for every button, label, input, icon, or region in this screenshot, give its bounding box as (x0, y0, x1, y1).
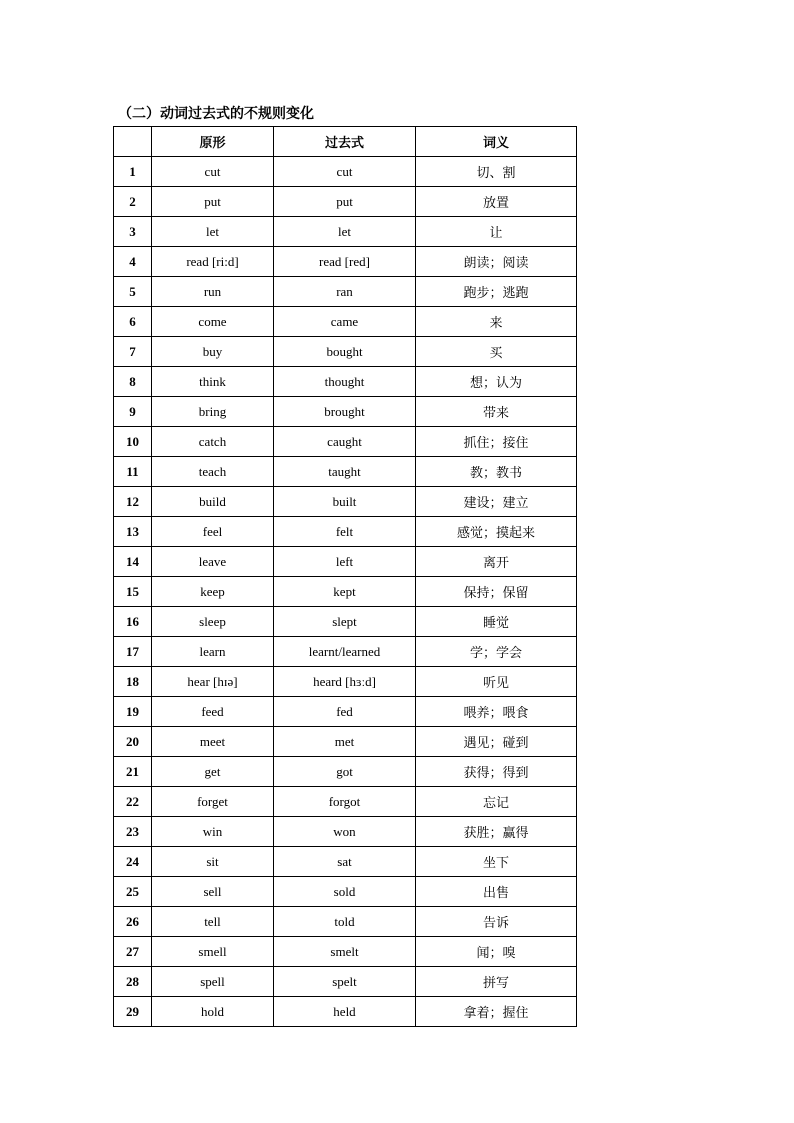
base-form-cell: build (152, 487, 274, 517)
past-tense-cell: held (274, 997, 416, 1027)
row-number: 12 (114, 487, 152, 517)
table-row (114, 667, 577, 697)
base-form-cell: spell (152, 967, 274, 997)
row-number: 9 (114, 397, 152, 427)
row-number: 17 (114, 637, 152, 667)
past-tense-cell: met (274, 727, 416, 757)
meaning-cell: 听见 (416, 667, 577, 697)
meaning-cell: 带来 (416, 397, 577, 427)
row-number: 16 (114, 607, 152, 637)
base-form-cell: hold (152, 997, 274, 1027)
meaning-cell: 喂养；喂食 (416, 697, 577, 727)
meaning-cell: 想；认为 (416, 367, 577, 397)
table-row (114, 787, 577, 817)
meaning-cell: 忘记 (416, 787, 577, 817)
past-tense-cell: taught (274, 457, 416, 487)
base-form-cell: run (152, 277, 274, 307)
base-form-cell: catch (152, 427, 274, 457)
base-form-cell: think (152, 367, 274, 397)
meaning-cell: 切、割 (416, 157, 577, 187)
base-form-cell: feed (152, 697, 274, 727)
table-row (114, 907, 577, 937)
header-past-tense: 过去式 (274, 127, 416, 157)
base-form-cell: sit (152, 847, 274, 877)
row-number: 1 (114, 157, 152, 187)
meaning-cell: 出售 (416, 877, 577, 907)
row-number: 24 (114, 847, 152, 877)
meaning-cell: 拼写 (416, 967, 577, 997)
meaning-cell: 学；学会 (416, 637, 577, 667)
base-form-cell: forget (152, 787, 274, 817)
past-tense-cell: fed (274, 697, 416, 727)
table-row (114, 847, 577, 877)
row-number: 6 (114, 307, 152, 337)
past-tense-cell: felt (274, 517, 416, 547)
base-form-cell: learn (152, 637, 274, 667)
meaning-cell: 买 (416, 337, 577, 367)
row-number: 29 (114, 997, 152, 1027)
table-row (114, 697, 577, 727)
table-row (114, 997, 577, 1027)
row-number: 20 (114, 727, 152, 757)
base-form-cell: buy (152, 337, 274, 367)
row-number: 18 (114, 667, 152, 697)
past-tense-cell: put (274, 187, 416, 217)
table-row (114, 457, 577, 487)
base-form-cell: teach (152, 457, 274, 487)
row-number: 28 (114, 967, 152, 997)
past-tense-cell: spelt (274, 967, 416, 997)
table-row (114, 577, 577, 607)
past-tense-cell: heard [hɜːd] (274, 667, 416, 697)
past-tense-cell: learnt/learned (274, 637, 416, 667)
meaning-cell: 遇见；碰到 (416, 727, 577, 757)
base-form-cell: read [ri:d] (152, 247, 274, 277)
base-form-cell: cut (152, 157, 274, 187)
meaning-cell: 跑步；逃跑 (416, 277, 577, 307)
row-number: 26 (114, 907, 152, 937)
irregular-verbs-table (113, 126, 577, 1027)
row-number: 23 (114, 817, 152, 847)
row-number: 25 (114, 877, 152, 907)
meaning-cell: 睡觉 (416, 607, 577, 637)
base-form-cell: win (152, 817, 274, 847)
past-tense-cell: let (274, 217, 416, 247)
past-tense-cell: read [red] (274, 247, 416, 277)
meaning-cell: 抓住；接住 (416, 427, 577, 457)
base-form-cell: hear [hɪə] (152, 667, 274, 697)
meaning-cell: 放置 (416, 187, 577, 217)
base-form-cell: smell (152, 937, 274, 967)
past-tense-cell: got (274, 757, 416, 787)
meaning-cell: 保持；保留 (416, 577, 577, 607)
table-row (114, 637, 577, 667)
meaning-cell: 感觉；摸起来 (416, 517, 577, 547)
table-row (114, 337, 577, 367)
table-row (114, 217, 577, 247)
row-number: 7 (114, 337, 152, 367)
base-form-cell: leave (152, 547, 274, 577)
row-number: 13 (114, 517, 152, 547)
base-form-cell: meet (152, 727, 274, 757)
past-tense-cell: forgot (274, 787, 416, 817)
table-row (114, 367, 577, 397)
meaning-cell: 建设；建立 (416, 487, 577, 517)
table-row (114, 517, 577, 547)
table-row (114, 307, 577, 337)
table-header-row (114, 127, 577, 157)
meaning-cell: 闻；嗅 (416, 937, 577, 967)
header-number (114, 127, 152, 157)
table-row (114, 937, 577, 967)
meaning-cell: 告诉 (416, 907, 577, 937)
table-row (114, 547, 577, 577)
table-row (114, 817, 577, 847)
past-tense-cell: sat (274, 847, 416, 877)
meaning-cell: 教；教书 (416, 457, 577, 487)
base-form-cell: put (152, 187, 274, 217)
row-number: 5 (114, 277, 152, 307)
past-tense-cell: cut (274, 157, 416, 187)
table-row (114, 157, 577, 187)
row-number: 14 (114, 547, 152, 577)
table-row (114, 757, 577, 787)
base-form-cell: keep (152, 577, 274, 607)
past-tense-cell: brought (274, 397, 416, 427)
meaning-cell: 获胜；赢得 (416, 817, 577, 847)
past-tense-cell: won (274, 817, 416, 847)
header-base-form: 原形 (152, 127, 274, 157)
base-form-cell: come (152, 307, 274, 337)
table-row (114, 487, 577, 517)
table-row (114, 247, 577, 277)
meaning-cell: 获得；得到 (416, 757, 577, 787)
table-row (114, 187, 577, 217)
meaning-cell: 拿着；握住 (416, 997, 577, 1027)
row-number: 22 (114, 787, 152, 817)
row-number: 21 (114, 757, 152, 787)
row-number: 8 (114, 367, 152, 397)
row-number: 15 (114, 577, 152, 607)
table-row (114, 967, 577, 997)
table-row (114, 397, 577, 427)
row-number: 19 (114, 697, 152, 727)
meaning-cell: 坐下 (416, 847, 577, 877)
past-tense-cell: sold (274, 877, 416, 907)
past-tense-cell: slept (274, 607, 416, 637)
past-tense-cell: smelt (274, 937, 416, 967)
row-number: 27 (114, 937, 152, 967)
base-form-cell: get (152, 757, 274, 787)
section-title: （二）动词过去式的不规则变化 (118, 106, 314, 122)
base-form-cell: feel (152, 517, 274, 547)
past-tense-cell: came (274, 307, 416, 337)
past-tense-cell: thought (274, 367, 416, 397)
base-form-cell: bring (152, 397, 274, 427)
table-row (114, 607, 577, 637)
table-row (114, 877, 577, 907)
row-number: 3 (114, 217, 152, 247)
meaning-cell: 朗读；阅读 (416, 247, 577, 277)
row-number: 4 (114, 247, 152, 277)
base-form-cell: sell (152, 877, 274, 907)
meaning-cell: 离开 (416, 547, 577, 577)
table-row (114, 727, 577, 757)
past-tense-cell: kept (274, 577, 416, 607)
base-form-cell: tell (152, 907, 274, 937)
base-form-cell: let (152, 217, 274, 247)
base-form-cell: sleep (152, 607, 274, 637)
meaning-cell: 让 (416, 217, 577, 247)
past-tense-cell: bought (274, 337, 416, 367)
row-number: 11 (114, 457, 152, 487)
header-meaning: 词义 (416, 127, 577, 157)
past-tense-cell: built (274, 487, 416, 517)
meaning-cell: 来 (416, 307, 577, 337)
table-row (114, 427, 577, 457)
past-tense-cell: ran (274, 277, 416, 307)
past-tense-cell: caught (274, 427, 416, 457)
past-tense-cell: left (274, 547, 416, 577)
row-number: 2 (114, 187, 152, 217)
row-number: 10 (114, 427, 152, 457)
past-tense-cell: told (274, 907, 416, 937)
table-row (114, 277, 577, 307)
table-body (114, 157, 577, 1027)
